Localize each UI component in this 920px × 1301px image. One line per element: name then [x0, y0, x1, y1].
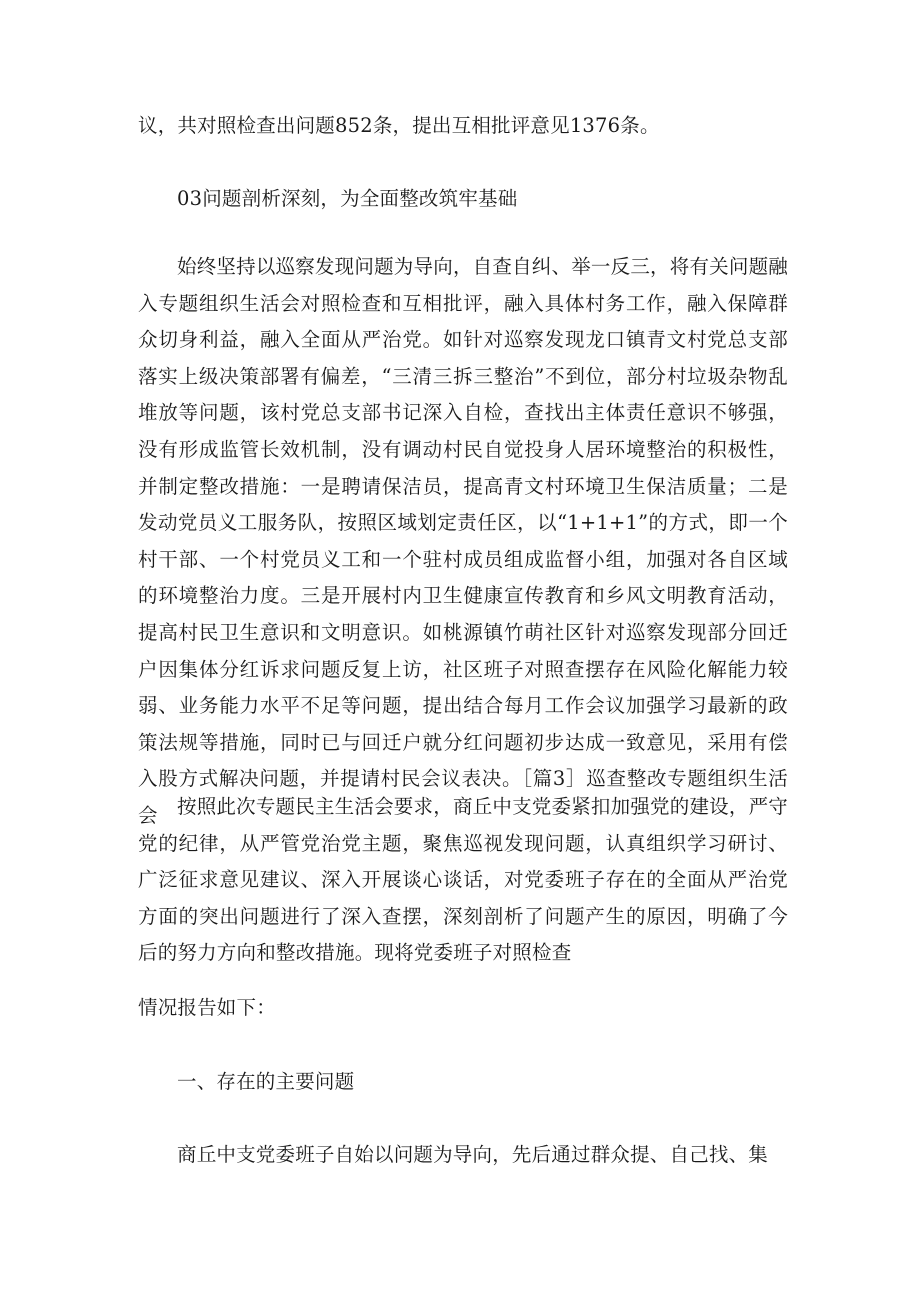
section-heading-main-problems: 一、存在的主要问题 — [177, 1070, 355, 1093]
paragraph-report-intro: 情况报告如下： — [138, 996, 276, 1019]
paragraph-meeting-requirements: 按照此次专题民主生活会要求，商丘中支党委紧扣加强党的建设，严守党的纪律，从严管党治党主题，聚焦巡视发现问题，认真组织学习研讨、广泛征求意见建议、深入开展谈心谈话，对党委班子存在的全面从严治党方面的突出问题进行了深入查摆，深刻剖析了问题产生的原因，明确了今后的努力方向和整改措施。现将党委班子对照检查 — [138, 795, 788, 965]
paragraph-inspection-issues: 始终坚持以巡察发现问题为导向，自查自纠、举一反三，将有关问题融入专题组织生活会对照检查和互相批评，融入具体村务工作，融入保障群众切身利益，融入全面从严治党。如针对巡察发现龙口镇青文村党总支部落实上级决策部署有偏差，“三清三拆三整治”不到位，部分村垃圾杂物乱堆放等问题，该村党总支部书记深入自检，查找出主体责任意识不够强，没有形成监管长效机制，没有调动村民自觉投身人居环境整治的积极性，并制定整改措施：一是聘请保洁员，提高青文村环境卫生保洁质量；二是发动党员义工服务队，按照区域划定责任区，以“1+1+1”的方式，即一个村干部、一个村党员义工和一个驻村成员组成监督小组，加强对各自区域的环境整治力度。三是开展村内卫生健康宣传教育和乡风文明教育活动，提高村民卫生意识和文明意识。如桃源镇竹萌社区针对巡察发现部分回迁户因集体分红诉求问题反复上访，社区班子对照查摆存在风险化解能力较弱、业务能力水平不足等问题，提出结合每月工作会议加强学习最新的政策法规等措施，同时已与回迁户就分红问题初步达成一致意见，采用有偿入股方式解决问题，并提请村民会议表决。［篇3］巡查整改专题组织生活会 — [138, 255, 788, 827]
paragraph-tail: 议，共对照检查出问题852条，提出互相批评意见1376条。 — [138, 114, 660, 137]
section-heading-03: 03问题剖析深刻，为全面整改筑牢基础 — [177, 187, 518, 210]
paragraph-problems-start: 商丘中支党委班子自始以问题为导向，先后通过群众提、自己找、集 — [177, 1143, 769, 1166]
